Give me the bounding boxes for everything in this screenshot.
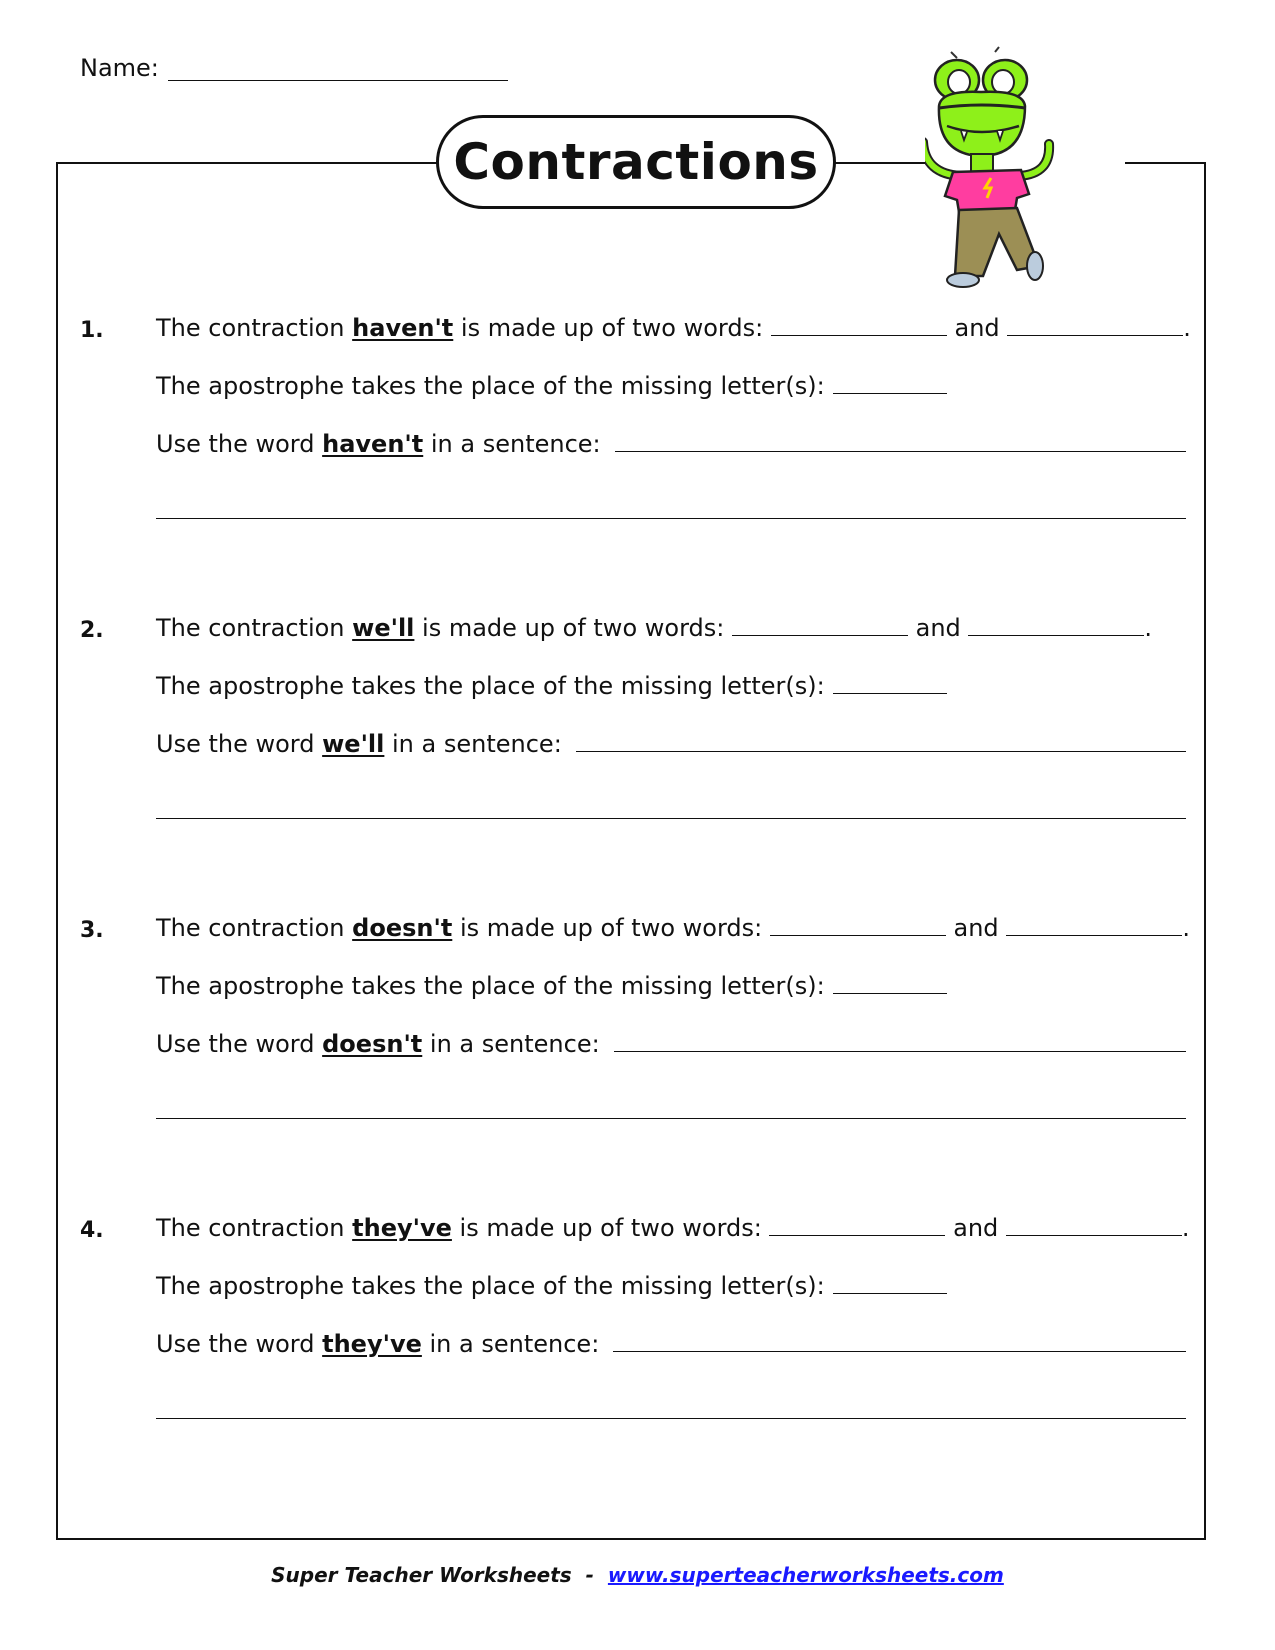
missing-letters-blank[interactable] — [833, 392, 947, 394]
first-word-blank[interactable] — [770, 934, 946, 936]
apostrophe-line: The apostrophe takes the place of the missing letter(s): — [156, 1272, 947, 1300]
sentence-line: Use the word haven't in a sentence: — [156, 430, 1186, 458]
first-word-blank[interactable] — [771, 334, 947, 336]
missing-letters-blank[interactable] — [833, 992, 947, 994]
sentence-line: Use the word they've in a sentence: — [156, 1330, 1186, 1358]
question-number: 1. — [80, 318, 104, 343]
sentence-continuation-line[interactable] — [156, 518, 1186, 519]
second-word-blank[interactable] — [1006, 1234, 1182, 1236]
first-word-blank[interactable] — [769, 1234, 945, 1236]
second-word-blank[interactable] — [968, 634, 1144, 636]
apostrophe-line: The apostrophe takes the place of the missing letter(s): — [156, 672, 947, 700]
sentence-line: Use the word doesn't in a sentence: — [156, 1030, 1186, 1058]
footer-brand: Super Teacher Worksheets — [271, 1563, 572, 1587]
second-word-blank[interactable] — [1006, 934, 1182, 936]
question-number: 3. — [80, 918, 104, 943]
second-word-blank[interactable] — [1007, 334, 1183, 336]
contraction-word: we'll — [352, 614, 415, 642]
sentence-blank[interactable] — [576, 750, 1186, 752]
name-label: Name: — [80, 54, 159, 82]
sentence-blank[interactable] — [613, 1350, 1186, 1352]
footer — [0, 1563, 1275, 1587]
contraction-word: doesn't — [352, 914, 453, 942]
contraction-line: The contraction we'll is made up of two words: and . — [156, 614, 1153, 642]
contraction-line: The contraction haven't is made up of two words: and . — [156, 314, 1191, 342]
sentence-continuation-line[interactable] — [156, 818, 1186, 819]
contraction-word: they've — [352, 1214, 452, 1242]
apostrophe-line: The apostrophe takes the place of the missing letter(s): — [156, 972, 947, 1000]
frog-monster-mascot-icon — [925, 44, 1125, 300]
first-word-blank[interactable] — [732, 634, 908, 636]
page-title: Contractions — [453, 133, 819, 191]
contraction-word: haven't — [352, 314, 454, 342]
footer-separator: - — [585, 1563, 594, 1587]
question-number: 4. — [80, 1218, 104, 1243]
sentence-continuation-line[interactable] — [156, 1118, 1186, 1119]
title-banner — [436, 115, 836, 209]
missing-letters-blank[interactable] — [833, 692, 947, 694]
question-number: 2. — [80, 618, 104, 643]
sentence-blank[interactable] — [614, 1050, 1186, 1052]
missing-letters-blank[interactable] — [833, 1292, 947, 1294]
name-field-line[interactable] — [168, 80, 508, 81]
contraction-line: The contraction they've is made up of two words: and . — [156, 1214, 1190, 1242]
contraction-line: The contraction doesn't is made up of two words: and . — [156, 914, 1190, 942]
sentence-line: Use the word we'll in a sentence: — [156, 730, 1186, 758]
sentence-continuation-line[interactable] — [156, 1418, 1186, 1419]
sentence-blank[interactable] — [615, 450, 1186, 452]
apostrophe-line: The apostrophe takes the place of the missing letter(s): — [156, 372, 947, 400]
footer-link[interactable]: www.superteacherworksheets.com — [607, 1563, 1004, 1587]
